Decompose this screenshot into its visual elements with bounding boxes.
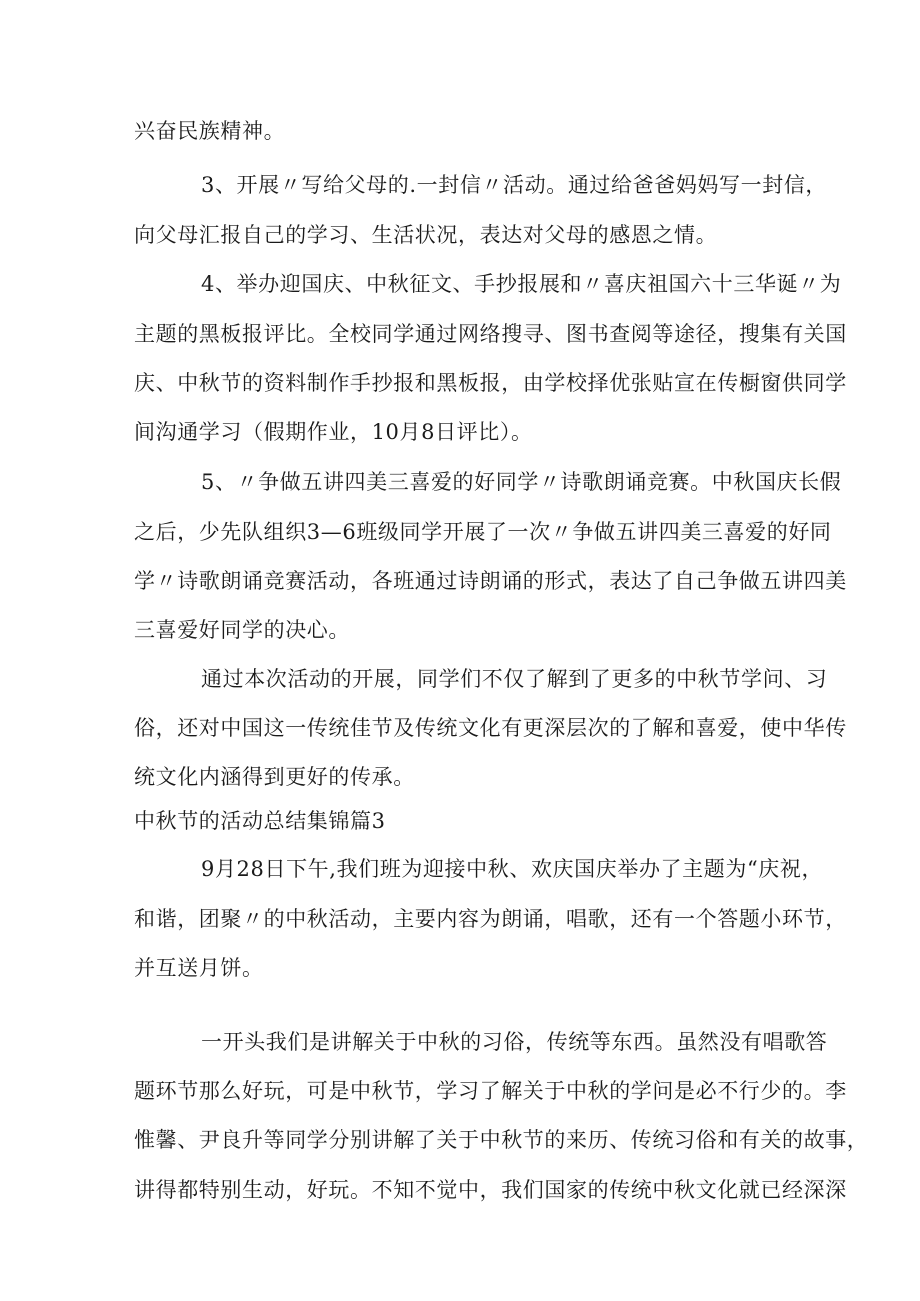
paragraph-line: 和谐，团聚〃的中秋活动，主要内容为朗诵，唱歌，还有一个答题小环节， (134, 907, 847, 931)
paragraph-line: 庆、中秋节的资料制作手抄报和黑板报，由学校择优张贴宣在传橱窗供同学 (134, 371, 847, 395)
paragraph-line: 统文化内涵得到更好的传承。 (134, 765, 415, 789)
paragraph-line: 4、举办迎国庆、中秋征文、手抄报展和〃喜庆祖国六十三华诞〃为 (201, 272, 842, 296)
paragraph-line: 学〃诗歌朗诵竞赛活动，各班通过诗朗诵的形式，表达了自己争做五讲四美 (134, 569, 847, 593)
paragraph-line: 通过本次活动的开展，同学们不仅了解到了更多的中秋节学问、习 (201, 667, 828, 691)
paragraph-line: 俗，还对中国这一传统佳节及传统文化有更深层次的了解和喜爱，使中华传 (134, 716, 847, 740)
paragraph-line: 9月28日下午,我们班为迎接中秋、欢庆国庆举办了主题为“庆祝， (201, 857, 824, 881)
paragraph-line: 5、〃争做五讲四美三喜爱的好同学〃诗歌朗诵竞赛。中秋国庆长假 (201, 470, 842, 494)
paragraph-line: 三喜爱好同学的决心。 (134, 618, 350, 642)
paragraph-line: 向父母汇报自己的学习、生活状况，表达对父母的感恩之情。 (134, 223, 718, 247)
paragraph-line: 主题的黑板报评比。全校同学通过网络搜寻、图书查阅等途径，搜集有关国 (134, 322, 847, 346)
paragraph-line: 间沟通学习（假期作业，10月8日评比）。 (134, 420, 533, 444)
paragraph-line: 讲得都特别生动，好玩。不知不觉中，我们国家的传统中秋文化就已经深深 (134, 1178, 847, 1202)
paragraph-line: 惟馨、尹良升等同学分别讲解了关于中秋节的来历、传统习俗和有关的故事， (134, 1128, 869, 1152)
paragraph-line: 一开头我们是讲解关于中秋的习俗，传统等东西。虽然没有唱歌答 (201, 1030, 828, 1054)
paragraph-line: 题环节那么好玩，可是中秋节，学习了解关于中秋的学问是必不行少的。李 (134, 1079, 847, 1103)
paragraph-line: 之后，少先队组织3—6班级同学开展了一次〃争做五讲四美三喜爱的好同 (134, 520, 832, 544)
paragraph-line: 兴奋民族精神。 (134, 119, 286, 143)
paragraph-line: 并互送月饼。 (134, 956, 264, 980)
section-heading: 中秋节的活动总结集锦篇3 (134, 809, 386, 833)
paragraph-line: 3、开展〃写给父母的.一封信〃活动。通过给爸爸妈妈写一封信， (201, 173, 828, 197)
